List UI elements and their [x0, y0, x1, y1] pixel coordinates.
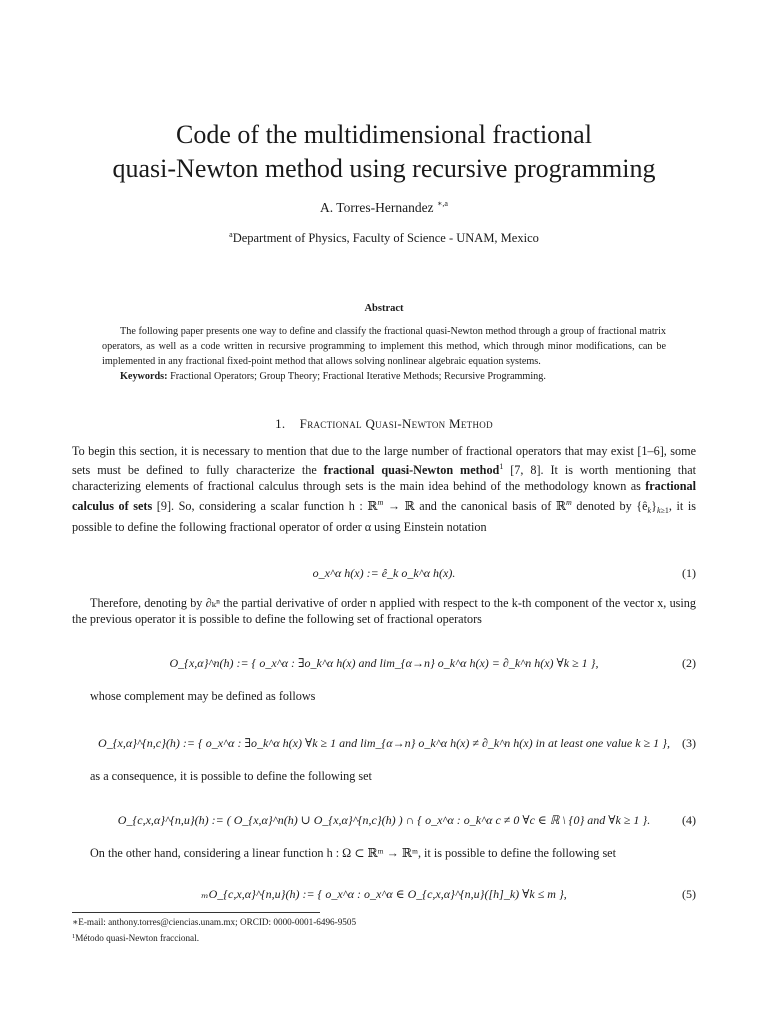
- footnote-email: ∗E-mail: anthony.torres@ciencias.unam.mx; ORCID: 0000-0001-6496-9505: [72, 917, 357, 927]
- equation-1: [72, 566, 696, 588]
- p1-text-c: [7, 8]. It is worth mentioning that characterizing elements of fractional calculus through sets is the main idea behind of the methodology known as: [72, 463, 696, 494]
- affiliation-mark: a: [229, 230, 233, 239]
- p1-text-h: , it is possible to define the following fractional operator of order α using Einstein notation: [72, 498, 696, 534]
- footnotes: [72, 916, 696, 945]
- equation-3-math: O_{x,α}^{n,c}(h) := { o_x^α : ∃o_k^α h(x) ∀k ≥ 1 and lim_{α→n} o_k^α h(x) ≠ ∂_k^n h(x) in at least one value k ≥ 1 },: [98, 736, 670, 750]
- equation-1-number: (1): [682, 566, 696, 580]
- equation-2: [72, 656, 696, 678]
- equation-5: [72, 887, 696, 909]
- equation-4-math: O_{c,x,α}^{n,u}(h) := ( O_{x,α}^n(h) ∪ O_{x,α}^{n,c}(h) ) ∩ { o_x^α : o_k^α c ≠ 0 ∀c ∈ ℝ \ {0} and ∀k ≥ 1 }.: [117, 813, 651, 827]
- p1-text-f: denoted by {ê: [571, 498, 648, 513]
- p3-text: whose complement may be defined as follows: [90, 689, 316, 703]
- equation-1-math: o_x^α h(x) := ê_k o_k^α h(x).: [312, 566, 456, 580]
- p1-bold-term-1: fractional quasi-Newton method: [323, 463, 500, 478]
- p1-text-e: → ℝ and the canonical basis of ℝ: [383, 498, 566, 513]
- equation-3-number: (3): [682, 736, 696, 750]
- author-name: A. Torres-Hernandez: [320, 200, 434, 215]
- abstract-heading: Abstract: [364, 303, 404, 314]
- author-line: [0, 199, 768, 216]
- abstract-text: The following paper presents one way to define and classify the fractional quasi-Newton method through a group of fractional matrix operators, as well as a code written in recursive programming to implement this method, which through minor modifications, can be implemented in any fractional fixed-point method that allows solving nonlinear algebraic equation systems.: [102, 326, 666, 367]
- section-heading: [0, 416, 768, 432]
- p2-text: Therefore, denoting by ∂ₖⁿ the partial derivative of order n applied with respect to the k-th component of the vector x, using the previous operator it is possible to define the following set of fractional operators: [72, 596, 696, 627]
- footnote-1-mark: 1: [72, 932, 76, 940]
- section-number: 1.: [275, 416, 286, 431]
- paragraph-4: [72, 768, 696, 784]
- footnote-1-text: Método quasi-Newton fraccional.: [75, 932, 199, 943]
- equation-3: [72, 736, 696, 758]
- keywords-line: [102, 369, 666, 384]
- affiliation-line: [0, 230, 768, 246]
- author-marks: ∗,a: [436, 199, 448, 208]
- keywords-label: Keywords:: [120, 371, 168, 382]
- equation-2-number: (2): [682, 656, 696, 670]
- paragraph-5: [72, 845, 696, 861]
- p4-text: as a consequence, it is possible to define the following set: [90, 769, 372, 783]
- equation-2-math: O_{x,α}^n(h) := { o_x^α : ∃o_k^α h(x) and lim_{α→n} o_k^α h(x) = ∂_k^n h(x) ∀k ≥ 1 },: [169, 656, 599, 670]
- paragraph-1: To begin this section, it is necessary to mention that due to the large number of fractional operators that may exist [1–6], some sets must be defined to fully characterize the fractional quasi-Newton method$^1$ [7, 8]. It is worth mentioning that characterizing elements of fractional calculus through sets is the main idea behind of the methodology known as fractional calculus of sets [9]. So, considering a scalar function h : ℝ$^m$ → ℝ and the canonical basis of ℝ$^m$ denoted by $\{ê_k\}_{k\ge 1}$, it is possible to define the following fractional operator of order α using Einstein notation: [72, 444, 696, 534]
- paper-title: [40, 118, 728, 186]
- p5-text: On the other hand, considering a linear function h : Ω ⊂ ℝᵐ → ℝᵐ, it is possible to define the following set: [90, 846, 616, 860]
- footnote-ref-1: 1: [499, 462, 504, 472]
- p1-text-a: To begin this section, it is necessary to mention that due to the large number of fractional operators that may exist [1–6], some sets must be defined to fully characterize the: [72, 444, 696, 478]
- keywords-text: Fractional Operators; Group Theory; Fractional Iterative Methods; Recursive Programming.: [170, 371, 546, 382]
- section-title: Fractional Quasi-Newton Method: [299, 416, 493, 431]
- paragraph-2: [72, 595, 696, 627]
- p1-text-d: [9]. So, considering a scalar function h : ℝ: [152, 498, 378, 513]
- title-line-1: Code of the multidimensional fractional: [176, 120, 592, 149]
- title-line-2: quasi-Newton method using recursive programming: [112, 154, 656, 183]
- equation-5-number: (5): [682, 887, 696, 901]
- p1-bold-term-2: fractional calculus of sets: [72, 479, 696, 513]
- equation-4-number: (4): [682, 813, 696, 827]
- footnote-rule: [72, 912, 320, 913]
- equation-4: [72, 813, 696, 835]
- abstract-block: [102, 324, 666, 384]
- footnote-1: [72, 930, 696, 946]
- paragraph-3: [72, 688, 696, 704]
- affiliation-text: Department of Physics, Faculty of Science - UNAM, Mexico: [232, 231, 539, 245]
- p1-text-g: }: [651, 498, 657, 513]
- equation-5-math: ₘO_{c,x,α}^{n,u}(h) := { o_x^α : o_x^α ∈ O_{c,x,α}^{n,u}([h]_k) ∀k ≤ m },: [201, 887, 567, 901]
